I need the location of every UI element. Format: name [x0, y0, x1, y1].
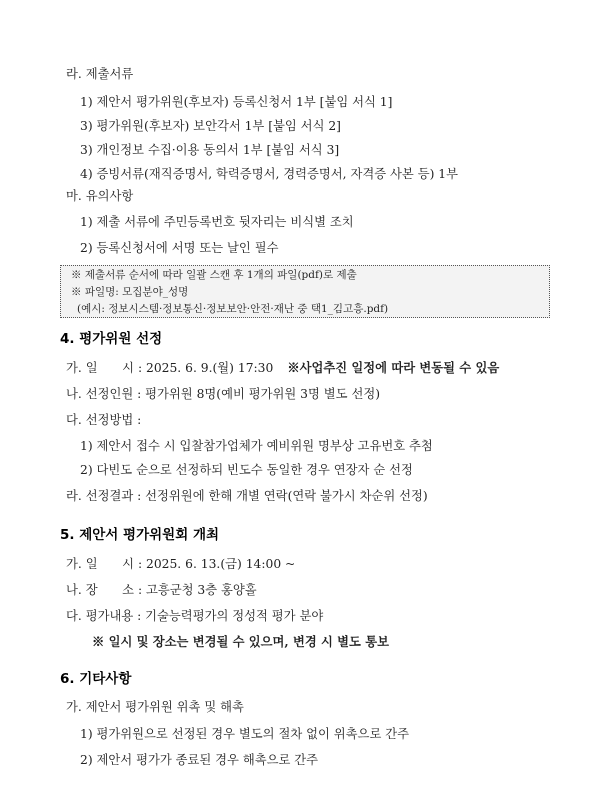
precautions-title: 마. 유의사항 — [66, 189, 134, 203]
selection-count: 나. 선정인원 : 평가위원 8명(예비 평가위원 3명 별도 선정) — [66, 387, 381, 401]
section-heading: 6. 기타사항 — [60, 671, 132, 687]
selection-date-text: 가. 일 시 : 2025. 6. 9.(월) 17:30 — [66, 361, 274, 375]
committee-note: ※ 일시 및 장소는 변경될 수 있으며, 변경 시 별도 통보 — [92, 634, 389, 649]
selection-method-title: 다. 선정방법 : — [66, 413, 142, 427]
section-heading: 4. 평가위원 선정 — [60, 331, 163, 347]
submission-doc-item: 4) 증빙서류(재직증명서, 학력증명서, 경력증명서, 자격증 사본 등) 1부 — [80, 167, 458, 181]
appointment-item: 1) 평가위원으로 선정된 경우 별도의 절차 없이 위촉으로 간주 — [80, 727, 409, 741]
selection-method-item: 1) 제안서 접수 시 입찰참가업체가 예비위원 명부상 고유번호 추첨 — [80, 439, 433, 453]
selection-result: 라. 선정결과 : 선정위원에 한해 개별 연락(연락 불가시 차순위 선정) — [66, 489, 428, 503]
precaution-item: 2) 등록신청서에 서명 또는 날인 필수 — [80, 241, 279, 255]
submission-doc-item: 3) 개인정보 수집·이용 동의서 1부 [붙임 서식 3] — [80, 143, 340, 157]
appointment-item: 2) 제안서 평가가 종료된 경우 해촉으로 간주 — [80, 753, 319, 767]
selection-method-item: 2) 다빈도 순으로 선정하되 빈도수 동일한 경우 연장자 순 선정 — [80, 463, 413, 477]
appointment-title: 가. 제안서 평가위원 위촉 및 해촉 — [66, 700, 244, 714]
note-line: ※ 파일명: 모집분야_성명 — [71, 286, 189, 298]
committee-place: 나. 장 소 : 고흥군청 3층 홍양홀 — [66, 583, 257, 597]
selection-date-note: ※사업추진 일정에 따라 변동될 수 있음 — [287, 360, 500, 375]
submission-doc-item: 1) 제안서 평가위원(후보자) 등록신청서 1부 [붙임 서식 1] — [80, 95, 393, 109]
section-heading: 5. 제안서 평가위원회 개최 — [60, 527, 220, 543]
note-line: ※ 제출서류 순서에 따라 일괄 스캔 후 1개의 파일(pdf)로 제출 — [71, 269, 357, 281]
precaution-item: 1) 제출 서류에 주민등록번호 뒷자리는 비식별 조치 — [80, 215, 354, 229]
committee-date: 가. 일 시 : 2025. 6. 13.(금) 14:00 ~ — [66, 557, 296, 571]
submission-doc-item: 3) 평가위원(후보자) 보안각서 1부 [붙임 서식 2] — [80, 119, 341, 133]
submission-docs-title: 라. 제출서류 — [66, 67, 134, 81]
selection-date — [66, 360, 499, 376]
committee-content: 다. 평가내용 : 기술능력평가의 정성적 평가 분야 — [66, 609, 324, 623]
note-line: (예시: 정보시스템·정보통신·정보보안·안전·재난 중 택1_김고흥.pdf) — [77, 303, 389, 315]
submission-note-box — [60, 265, 550, 318]
